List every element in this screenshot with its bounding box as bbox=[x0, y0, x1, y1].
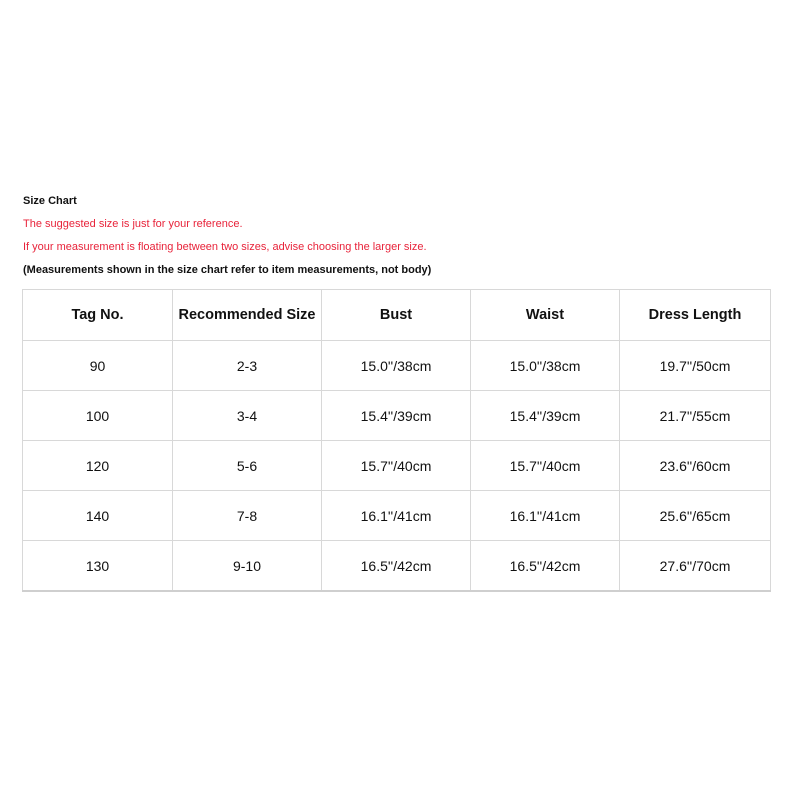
cell-tag-no: 120 bbox=[23, 441, 173, 491]
reference-note: The suggested size is just for your reference. bbox=[23, 218, 243, 230]
table-row bbox=[23, 391, 771, 441]
table-row bbox=[23, 341, 771, 391]
table-row bbox=[23, 491, 771, 541]
cell-dress-length: 23.6''/60cm bbox=[620, 441, 771, 491]
header-waist: Waist bbox=[471, 290, 620, 341]
cell-bust: 15.4''/39cm bbox=[322, 391, 471, 441]
table-row bbox=[23, 541, 771, 592]
cell-recommended-size: 9-10 bbox=[173, 541, 322, 592]
size-chart-notes bbox=[23, 194, 783, 277]
header-recommended-size: Recommended Size bbox=[173, 290, 322, 341]
cell-bust: 15.7''/40cm bbox=[322, 441, 471, 491]
cell-tag-no: 130 bbox=[23, 541, 173, 592]
header-bust: Bust bbox=[322, 290, 471, 341]
cell-waist: 15.0''/38cm bbox=[471, 341, 620, 391]
size-chart-title: Size Chart bbox=[23, 195, 77, 207]
cell-dress-length: 27.6''/70cm bbox=[620, 541, 771, 592]
cell-dress-length: 19.7''/50cm bbox=[620, 341, 771, 391]
cell-bust: 16.1''/41cm bbox=[322, 491, 471, 541]
cell-dress-length: 21.7''/55cm bbox=[620, 391, 771, 441]
cell-waist: 16.1''/41cm bbox=[471, 491, 620, 541]
header-tag-no: Tag No. bbox=[23, 290, 173, 341]
cell-dress-length: 25.6''/65cm bbox=[620, 491, 771, 541]
cell-recommended-size: 5-6 bbox=[173, 441, 322, 491]
cell-recommended-size: 2-3 bbox=[173, 341, 322, 391]
cell-bust: 15.0''/38cm bbox=[322, 341, 471, 391]
header-dress-length: Dress Length bbox=[620, 290, 771, 341]
cell-tag-no: 140 bbox=[23, 491, 173, 541]
cell-bust: 16.5''/42cm bbox=[322, 541, 471, 592]
table-row bbox=[23, 441, 771, 491]
cell-tag-no: 100 bbox=[23, 391, 173, 441]
cell-recommended-size: 3-4 bbox=[173, 391, 322, 441]
larger-size-advice: If your measurement is floating between two sizes, advise choosing the larger size. bbox=[23, 241, 427, 253]
measurement-note: (Measurements shown in the size chart refer to item measurements, not body) bbox=[23, 264, 432, 276]
cell-waist: 15.7''/40cm bbox=[471, 441, 620, 491]
table-header-row bbox=[23, 290, 771, 341]
size-table bbox=[22, 289, 771, 592]
cell-waist: 16.5''/42cm bbox=[471, 541, 620, 592]
cell-tag-no: 90 bbox=[23, 341, 173, 391]
cell-waist: 15.4''/39cm bbox=[471, 391, 620, 441]
cell-recommended-size: 7-8 bbox=[173, 491, 322, 541]
